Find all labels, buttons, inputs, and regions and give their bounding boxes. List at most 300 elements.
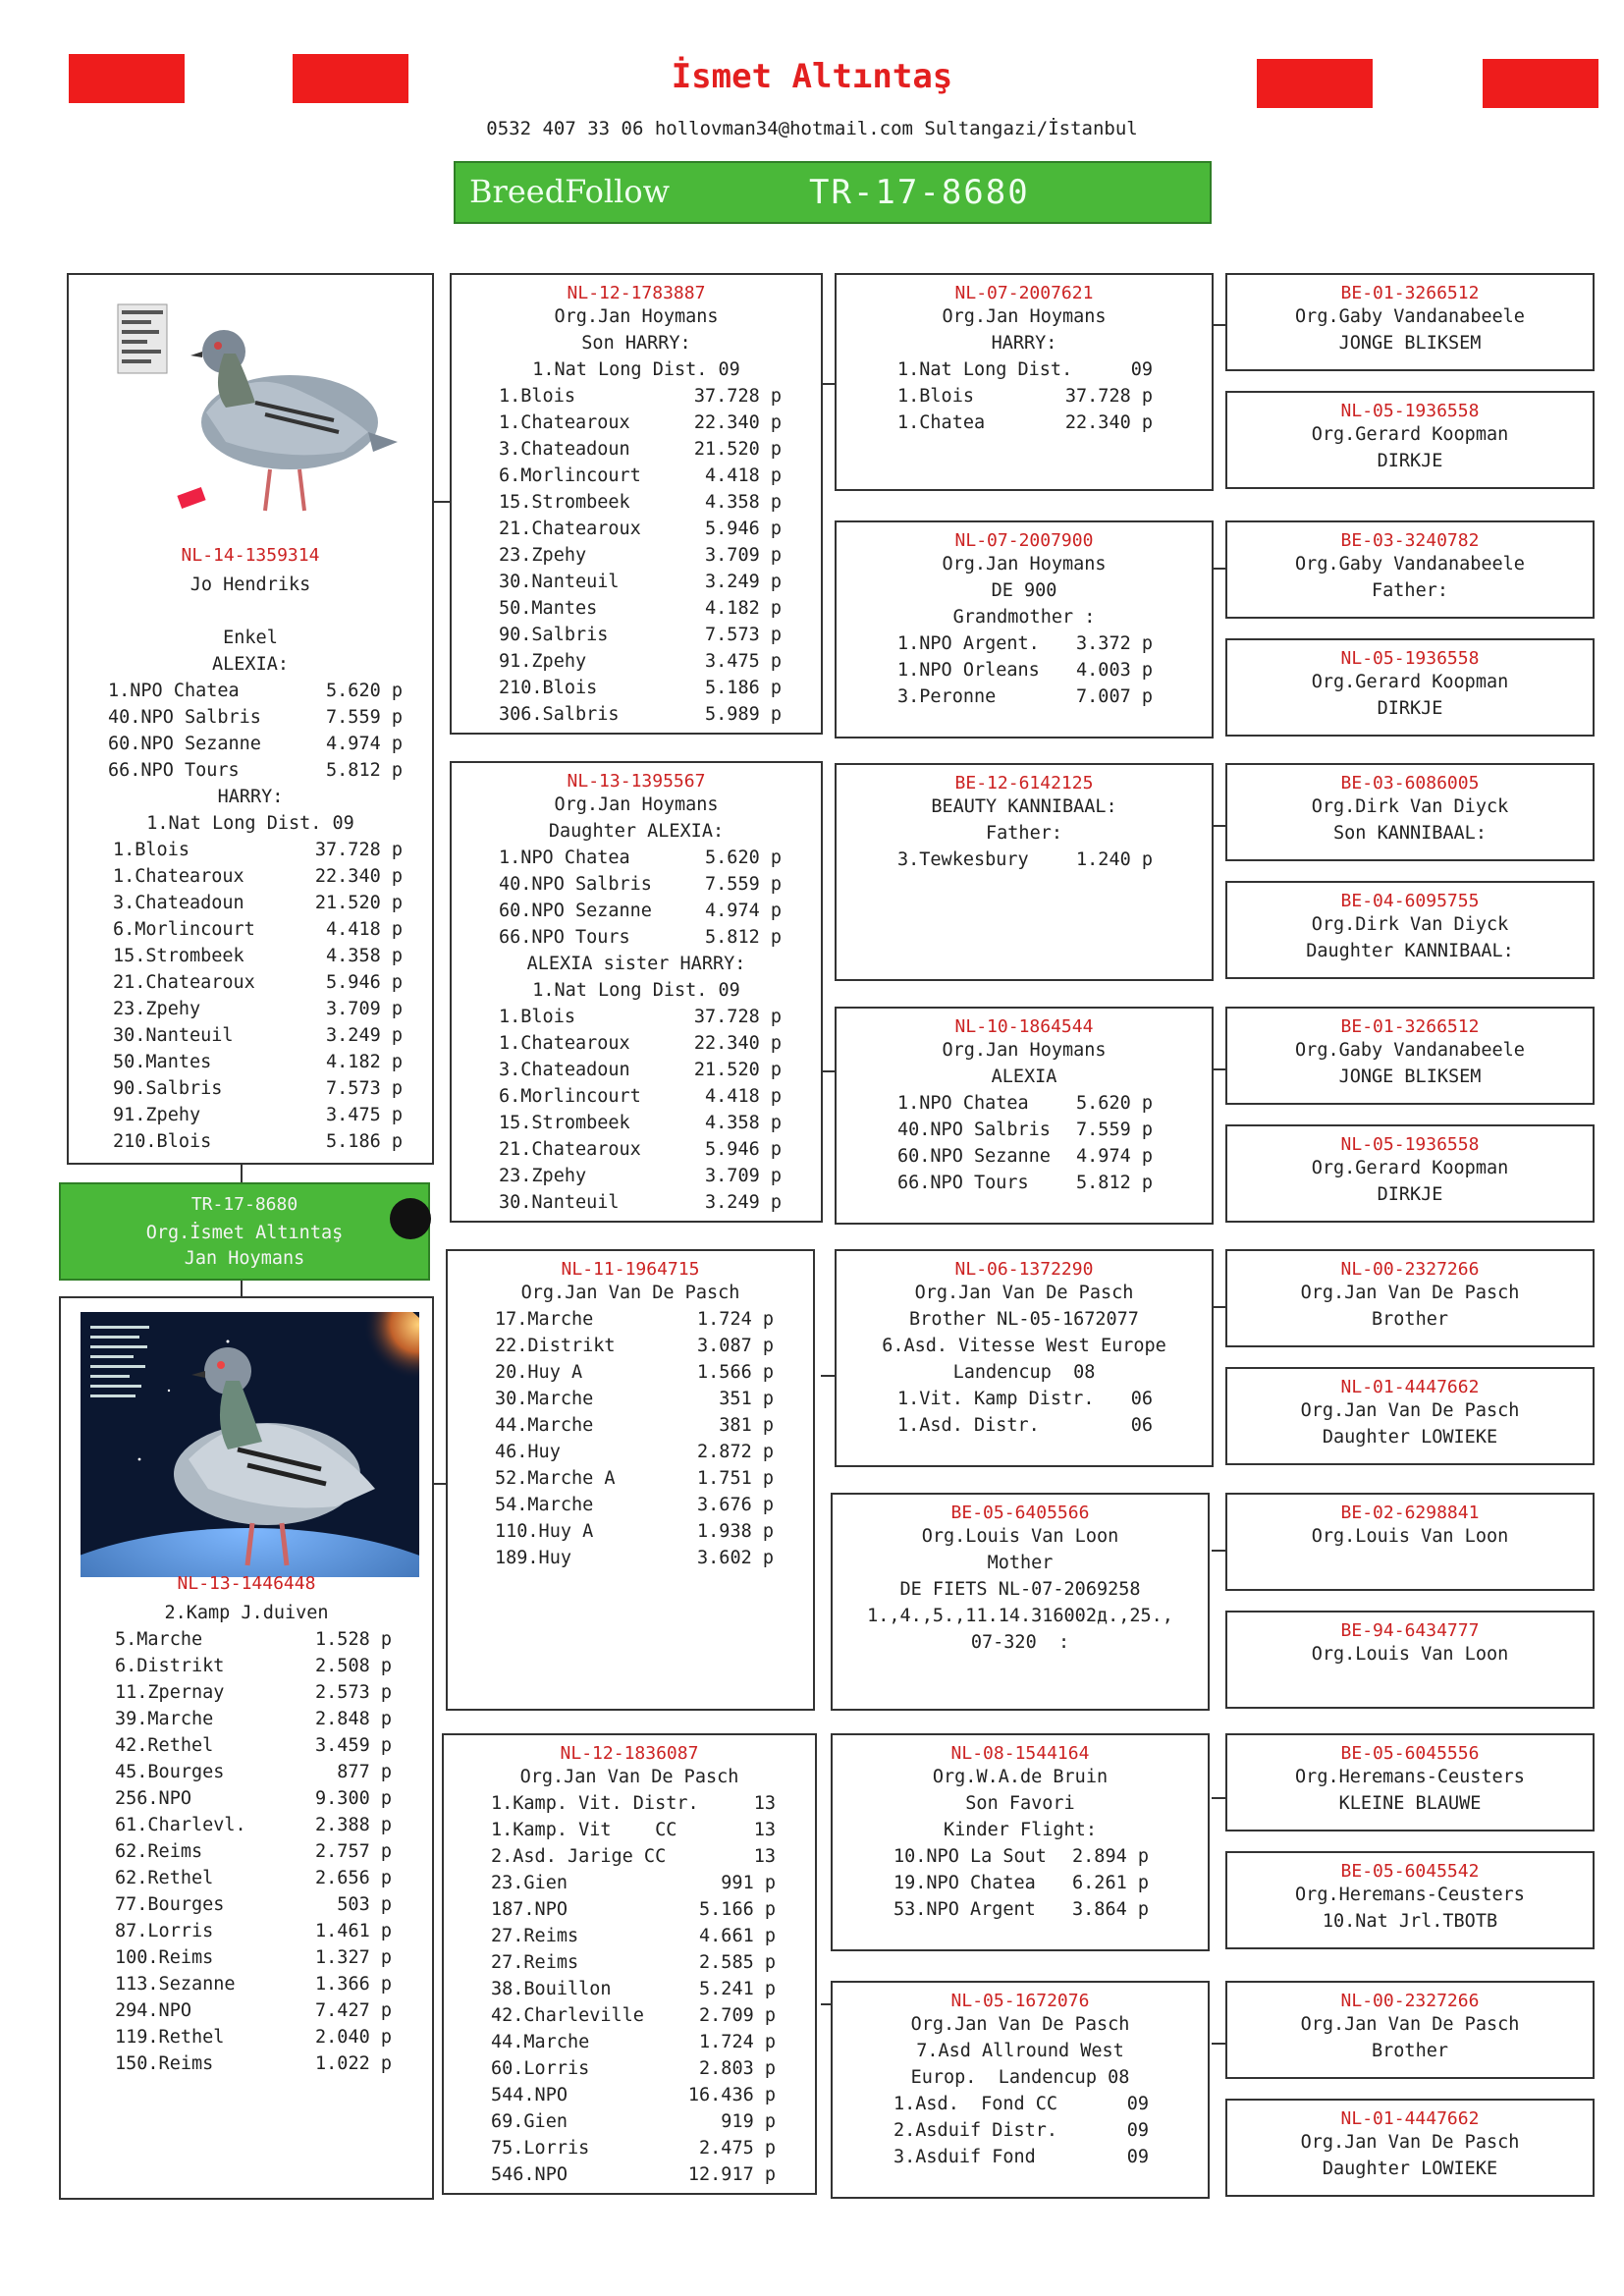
result-points: 3.709 p <box>705 1166 782 1186</box>
result-row <box>444 1817 815 1843</box>
great-grandparent-card-6 <box>831 1493 1210 1711</box>
result-race: 1.NPO Argent. <box>897 633 1040 654</box>
result-points: 351 p <box>719 1389 774 1409</box>
result-race: 27.Reims <box>491 1926 579 1946</box>
card-ring: BE-05-6045542 <box>1340 1861 1480 1882</box>
card-line: 07-320 : <box>970 1632 1070 1653</box>
result-race: 27.Reims <box>491 1952 579 1973</box>
result-points: 5.946 p <box>326 972 403 993</box>
result-race: 6.Morlincourt <box>499 465 641 486</box>
card-line: Org.Jan Van De Pasch <box>1300 1283 1520 1303</box>
result-row <box>113 969 403 996</box>
result-row <box>452 489 821 516</box>
card-line: BEAUTY KANNIBAAL: <box>931 796 1117 817</box>
result-points: 1.461 p <box>315 1921 392 1941</box>
result-row <box>837 1143 1212 1170</box>
sire-ring: NL-14-1359314 <box>181 545 320 566</box>
result-points: 4.661 p <box>699 1926 776 1946</box>
result-row <box>448 1359 813 1386</box>
result-points: 37.728 p <box>693 386 782 407</box>
gg-grandparent-card <box>1225 1611 1595 1709</box>
connector <box>241 1162 243 1183</box>
result-points: 1.566 p <box>697 1362 774 1383</box>
card-line: Org.Jan Van De Pasch <box>1300 2132 1520 2153</box>
result-race: 69.Gien <box>491 2111 568 2132</box>
result-race: 60.NPO Sezanne <box>499 901 652 921</box>
sire-results-b <box>113 837 403 1155</box>
result-points: 13 <box>753 1820 776 1840</box>
connector <box>1212 324 1225 326</box>
card-line: Org.Jan Hoymans <box>554 794 719 815</box>
result-race: 3.Peronne <box>897 686 997 707</box>
result-race: 40.NPO Salbris <box>108 707 261 728</box>
result-race: 1.Kamp. Vit. Distr. <box>491 1793 699 1814</box>
card-line: ALEXIA sister HARRY: <box>526 954 746 974</box>
result-race: 306.Salbris <box>499 704 620 725</box>
result-race: 42.Rethel <box>115 1735 214 1756</box>
card-line: DIRKJE <box>1377 1184 1443 1205</box>
card-line: Daughter ALEXIA: <box>548 821 725 842</box>
result-points: 4.182 p <box>326 1052 403 1072</box>
result-row <box>444 2029 815 2055</box>
pigeon-space-photo-icon <box>81 1312 419 1577</box>
result-points: 4.358 p <box>705 492 782 513</box>
result-row <box>452 1057 821 1083</box>
result-row <box>452 898 821 924</box>
card-ring: BE-01-3266512 <box>1340 283 1480 303</box>
result-row <box>115 1812 392 1838</box>
result-race: 3.Chateadoun <box>499 439 630 460</box>
result-race: 3.Chateadoun <box>113 893 244 913</box>
result-row <box>448 1545 813 1571</box>
result-row <box>837 847 1212 873</box>
result-points: 991 p <box>721 1873 776 1893</box>
card-line: Org.Louis Van Loon <box>1311 1644 1509 1665</box>
result-points: 7.573 p <box>705 625 782 645</box>
card-line: Org.Jan Van De Pasch <box>910 2014 1130 2035</box>
result-row <box>115 1891 392 1918</box>
result-row <box>448 1386 813 1412</box>
result-race: 256.NPO <box>115 1788 191 1809</box>
result-points: 21.520 p <box>693 1060 782 1080</box>
great-grandparent-card-4 <box>835 1007 1214 1225</box>
result-row <box>452 1030 821 1057</box>
result-row <box>448 1412 813 1439</box>
result-points: 22.340 p <box>693 1033 782 1054</box>
card-ring: NL-10-1864544 <box>954 1016 1094 1037</box>
card-ring: NL-05-1936558 <box>1340 648 1480 669</box>
result-row <box>452 871 821 898</box>
result-points: 2.475 p <box>699 2138 776 2159</box>
result-row <box>452 595 821 622</box>
card-ring: BE-01-3266512 <box>1340 1016 1480 1037</box>
card-line: Daughter LOWIEKE <box>1322 2159 1498 2179</box>
result-race: 91.Zpehy <box>113 1105 201 1125</box>
result-race: 6.Morlincourt <box>113 919 255 940</box>
brand-name: BreedFollow <box>469 173 671 210</box>
result-points: 1.022 p <box>315 2053 392 2074</box>
result-points: 4.182 p <box>705 598 782 619</box>
result-race: 61.Charlevl. <box>115 1815 246 1835</box>
result-race: 11.Zpernay <box>115 1682 225 1703</box>
card-line: Org.W.A.de Bruin <box>932 1767 1109 1787</box>
result-race: 23.Zpehy <box>499 1166 587 1186</box>
result-row <box>837 1117 1212 1143</box>
result-row <box>113 837 403 863</box>
card-line: Org.Jan Van De Pasch <box>914 1283 1134 1303</box>
result-row <box>448 1333 813 1359</box>
result-race: 2.Asduif Distr. <box>893 2120 1058 2141</box>
gg-grandparent-card <box>1225 1493 1595 1591</box>
result-race: 44.Marche <box>491 2032 590 2052</box>
result-race: 6.Morlincourt <box>499 1086 641 1107</box>
result-race: 21.Chatearoux <box>499 519 641 539</box>
result-race: 75.Lorris <box>491 2138 590 2159</box>
grandparent-card-4 <box>442 1733 817 2195</box>
connector <box>821 383 835 385</box>
result-row <box>113 863 403 890</box>
great-grandparent-card-7 <box>831 1733 1210 1951</box>
result-race: 150.Reims <box>115 2053 214 2074</box>
result-points: 21.520 p <box>314 893 403 913</box>
result-row <box>115 1944 392 1971</box>
card-line: Son Favori <box>965 1793 1075 1814</box>
result-race: 187.NPO <box>491 1899 568 1920</box>
result-race: 40.NPO Salbris <box>897 1120 1051 1140</box>
grandparent-card-2 <box>450 761 823 1223</box>
result-points: 2.803 p <box>699 2058 776 2079</box>
card-line: 1.Nat Long Dist. 09 <box>532 359 740 380</box>
card-line: DE 900 <box>991 580 1057 601</box>
result-race: 50.Mantes <box>113 1052 212 1072</box>
result-race: 90.Salbris <box>113 1078 223 1099</box>
result-race: 30.Nanteuil <box>113 1025 234 1046</box>
result-points: 06 <box>1130 1389 1153 1409</box>
card-ring: NL-11-1964715 <box>561 1259 700 1280</box>
connector <box>1212 2043 1225 2045</box>
result-race: 1.Asd. Distr. <box>897 1415 1040 1436</box>
subject-card <box>59 1182 430 1281</box>
card-line: Org.Jan Hoymans <box>554 306 719 327</box>
card-line: Org.Jan Van De Pasch <box>1300 1400 1520 1421</box>
card-line: JONGE BLIKSEM <box>1338 333 1482 354</box>
card-line: Org.Gaby Vandanabeele <box>1295 554 1525 574</box>
result-points: 1.938 p <box>697 1521 774 1542</box>
result-race: 1.NPO Chatea <box>897 1093 1029 1114</box>
result-race: 119.Rethel <box>115 2027 225 2048</box>
result-row <box>837 630 1212 657</box>
card-ring: BE-12-6142125 <box>954 773 1094 793</box>
card-line: Brother <box>1372 1309 1448 1330</box>
result-race: 210.Blois <box>499 678 598 698</box>
card-line: Brother NL-05-1672077 <box>909 1309 1139 1330</box>
result-points: 06 <box>1130 1415 1153 1436</box>
result-race: 1.Kamp. Vit CC <box>491 1820 677 1840</box>
result-points: 3.459 p <box>315 1735 392 1756</box>
result-points: 22.340 p <box>693 412 782 433</box>
result-row <box>444 1896 815 1923</box>
result-row <box>448 1306 813 1333</box>
result-points: 2.709 p <box>699 2005 776 2026</box>
result-race: 38.Bouillon <box>491 1979 612 1999</box>
card-ring: BE-03-6086005 <box>1340 773 1480 793</box>
sire-results-a <box>108 678 403 784</box>
card-line: Org.Jan Hoymans <box>942 306 1107 327</box>
result-race: 294.NPO <box>115 2000 191 2021</box>
card-line: KLEINE BLAUWE <box>1338 1793 1482 1814</box>
result-row <box>444 1949 815 1976</box>
card-line: 1.,4.,5.,11.14.316002д.,25., <box>867 1606 1173 1626</box>
result-row <box>444 2055 815 2082</box>
card-ring: NL-05-1936558 <box>1340 401 1480 421</box>
card-line: Org.Dirk Van Diyck <box>1311 796 1509 817</box>
result-points: 13 <box>753 1846 776 1867</box>
result-points: 5.946 p <box>705 519 782 539</box>
gg-grandparent-card <box>1225 763 1595 861</box>
result-row <box>452 542 821 569</box>
result-race: 23.Gien <box>491 1873 568 1893</box>
result-row <box>833 1870 1208 1896</box>
card-line: 10.Nat Jrl.TBOTB <box>1322 1911 1498 1932</box>
great-grandparent-card-1 <box>835 273 1214 491</box>
result-row <box>113 1102 403 1128</box>
card-line: HARRY: <box>991 333 1057 354</box>
dam-photo <box>81 1312 419 1577</box>
result-race: 91.Zpehy <box>499 651 587 672</box>
result-row <box>833 1896 1208 1923</box>
result-race: 2.Asd. Jarige CC <box>491 1846 667 1867</box>
card-line: Org.Gerard Koopman <box>1311 1158 1509 1178</box>
card-ring: NL-06-1372290 <box>954 1259 1094 1280</box>
result-row <box>113 916 403 943</box>
result-points: 4.418 p <box>326 919 403 940</box>
result-points: 1.751 p <box>697 1468 774 1489</box>
card-line: Brother <box>1372 2041 1448 2061</box>
great-grandparent-card-3 <box>835 763 1214 981</box>
grandparent-card-3 <box>446 1249 815 1711</box>
result-row <box>113 1128 403 1155</box>
card-line: Org.Jan Hoymans <box>942 554 1107 574</box>
result-points: 4.358 p <box>705 1113 782 1133</box>
result-points: 7.427 p <box>315 2000 392 2021</box>
result-race: 546.NPO <box>491 2164 568 2185</box>
dam-ring: NL-13-1446448 <box>177 1573 316 1594</box>
card-ring: NL-01-4447662 <box>1340 1377 1480 1397</box>
result-race: 110.Huy A <box>495 1521 594 1542</box>
sire-line: ALEXIA: <box>212 654 289 675</box>
result-points: 4.418 p <box>705 465 782 486</box>
result-row <box>115 1706 392 1732</box>
result-race: 1.Blois <box>897 386 974 407</box>
card-line: Org.Jan Van De Pasch <box>1300 2014 1520 2035</box>
card-ring: NL-05-1936558 <box>1340 1134 1480 1155</box>
result-row <box>833 2144 1208 2170</box>
great-grandparent-card-5 <box>835 1249 1214 1467</box>
result-race: 53.NPO Argent <box>893 1899 1036 1920</box>
result-row <box>452 436 821 463</box>
card-ring: NL-07-2007900 <box>954 530 1094 551</box>
gg-grandparent-card <box>1225 1367 1595 1465</box>
sire-photo <box>108 295 403 520</box>
result-points: 5.946 p <box>705 1139 782 1160</box>
result-row <box>115 1626 392 1653</box>
sire-name: Jo Hendriks <box>189 574 311 595</box>
result-race: 544.NPO <box>491 2085 568 2105</box>
result-points: 3.676 p <box>697 1495 774 1515</box>
result-row <box>452 924 821 951</box>
result-race: 15.Strombeek <box>499 1113 630 1133</box>
result-points: 3.475 p <box>705 651 782 672</box>
gg-grandparent-card <box>1225 1007 1595 1105</box>
card-line: DIRKJE <box>1377 451 1443 471</box>
gg-grandparent-card <box>1225 638 1595 737</box>
result-race: 3.Tewkesbury <box>897 849 1029 870</box>
result-points: 22.340 p <box>314 866 403 887</box>
connector <box>1212 1068 1225 1070</box>
result-row <box>113 1049 403 1075</box>
result-row <box>452 622 821 648</box>
result-row <box>444 1790 815 1817</box>
result-points: 5.812 p <box>1076 1173 1153 1193</box>
result-row <box>115 2050 392 2077</box>
card-line: Kinder Flight: <box>944 1820 1097 1840</box>
card-ring: BE-03-3240782 <box>1340 530 1480 551</box>
dam-name: 2.Kamp J.duiven <box>164 1603 329 1623</box>
gg-grandparent-card <box>1225 2099 1595 2197</box>
gg-grandparent-card <box>1225 1733 1595 1831</box>
card-line: Org.Jan Hoymans <box>942 1040 1107 1061</box>
sire-line: 1.Nat Long Dist. 09 <box>146 813 354 834</box>
result-row <box>115 1865 392 1891</box>
card-ring: NL-12-1836087 <box>560 1743 699 1764</box>
result-row <box>108 757 403 784</box>
result-points: 4.974 p <box>326 734 403 754</box>
result-race: 19.NPO Chatea <box>893 1873 1036 1893</box>
card-line: Org.Heremans-Ceusters <box>1295 1885 1525 1905</box>
result-row <box>837 1386 1212 1412</box>
result-points: 09 <box>1130 359 1153 380</box>
connector <box>432 501 450 503</box>
result-row <box>448 1518 813 1545</box>
pigeon-photo-icon <box>108 295 403 520</box>
result-row <box>448 1465 813 1492</box>
card-line: Org.Louis Van Loon <box>1311 1526 1509 1547</box>
result-points: 3.709 p <box>326 999 403 1019</box>
result-points: 5.186 p <box>326 1131 403 1152</box>
result-points: 919 p <box>721 2111 776 2132</box>
result-race: 66.NPO Tours <box>897 1173 1029 1193</box>
result-row <box>115 1785 392 1812</box>
card-line: Org.Gerard Koopman <box>1311 424 1509 445</box>
result-row <box>444 1870 815 1896</box>
result-race: 1.Vit. Kamp Distr. <box>897 1389 1095 1409</box>
result-race: 6.Distrikt <box>115 1656 225 1676</box>
connector <box>1212 825 1225 827</box>
connector <box>432 1483 446 1485</box>
result-row <box>113 1075 403 1102</box>
page-title: İsmet Altıntaş <box>671 57 953 96</box>
result-points: 5.241 p <box>699 1979 776 1999</box>
card-line: Org.Heremans-Ceusters <box>1295 1767 1525 1787</box>
card-ring: BE-05-6045556 <box>1340 1743 1480 1764</box>
result-race: 90.Salbris <box>499 625 609 645</box>
result-race: 1.NPO Orleans <box>897 660 1040 681</box>
result-points: 4.003 p <box>1076 660 1153 681</box>
result-row <box>108 678 403 704</box>
card-line: Org.Jan Van De Pasch <box>519 1767 739 1787</box>
result-points: 37.728 p <box>693 1007 782 1027</box>
card-ring: BE-02-6298841 <box>1340 1503 1480 1523</box>
result-row <box>837 683 1212 710</box>
contact-line: 0532 407 33 06 hollovman34@hotmail.com Sultangazi/İstanbul <box>486 118 1138 139</box>
result-points: 2.040 p <box>315 2027 392 2048</box>
result-points: 2.757 p <box>315 1841 392 1862</box>
result-row <box>115 1759 392 1785</box>
result-race: 60.NPO Sezanne <box>108 734 261 754</box>
card-line: JONGE BLIKSEM <box>1338 1066 1482 1087</box>
result-race: 15.Strombeek <box>113 946 244 966</box>
result-row <box>452 1083 821 1110</box>
result-row <box>837 1090 1212 1117</box>
card-line: DIRKJE <box>1377 698 1443 719</box>
result-race: 17.Marche <box>495 1309 594 1330</box>
card-line: ALEXIA <box>991 1066 1057 1087</box>
card-line: 1.Nat Long Dist. 09 <box>532 980 740 1001</box>
connector <box>1212 1306 1225 1308</box>
card-line: Org.Gerard Koopman <box>1311 672 1509 692</box>
card-line: Org.Gaby Vandanabeele <box>1295 306 1525 327</box>
result-points: 6.261 p <box>1072 1873 1149 1893</box>
result-points: 1.327 p <box>315 1947 392 1968</box>
result-race: 3.Asduif Fond <box>893 2147 1036 2167</box>
result-row <box>837 1412 1212 1439</box>
card-line: Son KANNIBAAL: <box>1333 823 1487 844</box>
result-race: 1.Asd. Fond CC <box>893 2094 1058 2114</box>
gg-grandparent-card <box>1225 391 1595 489</box>
card-ring: NL-08-1544164 <box>950 1743 1090 1764</box>
result-row <box>444 1923 815 1949</box>
result-race: 100.Reims <box>115 1947 214 1968</box>
result-points: 5.620 p <box>1076 1093 1153 1114</box>
result-points: 381 p <box>719 1415 774 1436</box>
result-race: 60.Lorris <box>491 2058 590 2079</box>
result-race: 54.Marche <box>495 1495 594 1515</box>
result-row <box>115 1838 392 1865</box>
result-row <box>452 1004 821 1030</box>
result-row <box>113 996 403 1022</box>
subject-ring: TR-17-8680 <box>190 1194 298 1215</box>
card-ring: NL-12-1783887 <box>567 283 706 303</box>
result-points: 1.724 p <box>699 2032 776 2052</box>
result-points: 5.812 p <box>705 927 782 948</box>
card-line: Org.Gaby Vandanabeele <box>1295 1040 1525 1061</box>
result-points: 4.974 p <box>1076 1146 1153 1167</box>
result-race: 46.Huy <box>495 1442 561 1462</box>
result-row <box>115 1732 392 1759</box>
gg-grandparent-card <box>1225 273 1595 371</box>
result-race: 21.Chatearoux <box>499 1139 641 1160</box>
result-points: 7.573 p <box>326 1078 403 1099</box>
card-line: Grandmother : <box>952 607 1096 628</box>
result-race: 62.Reims <box>115 1841 203 1862</box>
subject-breeder: Jan Hoymans <box>184 1248 305 1269</box>
result-points: 1.366 p <box>315 1974 392 1995</box>
result-row <box>837 657 1212 683</box>
result-row <box>115 1971 392 1997</box>
result-race: 44.Marche <box>495 1415 594 1436</box>
result-row <box>115 1679 392 1706</box>
subject-owner: Org.İsmet Altıntaş <box>145 1223 344 1243</box>
